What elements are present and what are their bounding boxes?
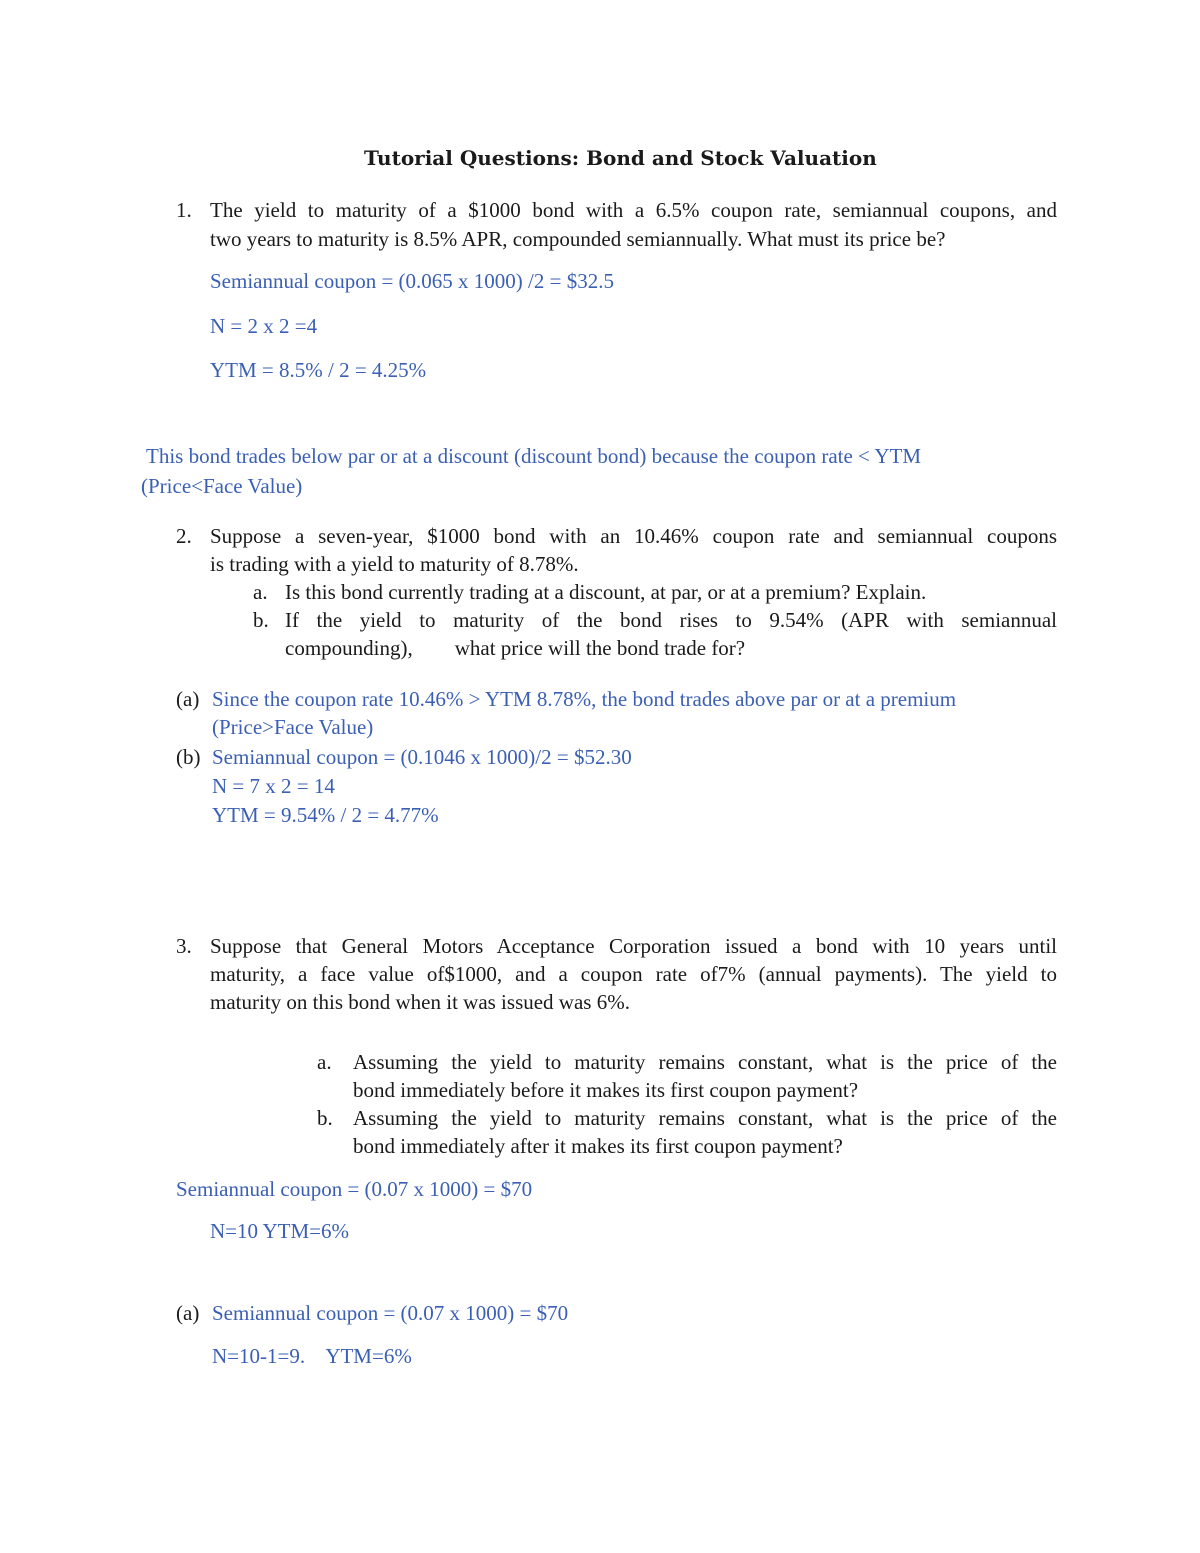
q2-answer-b-n: N = 7 x 2 = 14 (212, 774, 335, 798)
q1-number: 1. (176, 198, 192, 222)
q1-note-line2: (Price<Face Value) (141, 474, 303, 498)
q3-number: 3. (176, 934, 192, 958)
q3-text-line2: maturity, a face value of$1000, and a coupon rate of7% (annual payments). The yield to (210, 962, 1057, 986)
q3-part-a-line2: bond immediately before it makes its first coupon payment? (353, 1078, 859, 1102)
q3-part-b-label: b. (317, 1106, 333, 1130)
q2-part-b-line2: compounding), what price will the bond trade for? (285, 636, 746, 660)
q2-part-a-text: Is this bond currently trading at a discount, at par, or at a premium? Explain. (285, 580, 927, 604)
q1-answer-n: N = 2 x 2 =4 (210, 314, 318, 338)
q2-text-line1: Suppose a seven-year, $1000 bond with an 10.46% coupon rate and semiannual coupons (210, 524, 1057, 548)
q1-answer-ytm: YTM = 8.5% / 2 = 4.25% (210, 358, 427, 382)
q3-part-a-line1: Assuming the yield to maturity remains constant, what is the price of the (353, 1050, 1057, 1074)
q3-part-a-label: a. (317, 1050, 332, 1074)
q3-answer-a-label: (a) (176, 1301, 200, 1325)
q2-part-b-label: b. (253, 608, 269, 632)
q3-part-b-line2: bond immediately after it makes its first coupon payment? (353, 1134, 843, 1158)
q1-answer-coupon: Semiannual coupon = (0.065 x 1000) /2 = $32.5 (210, 269, 614, 293)
q1-text-line1: The yield to maturity of a $1000 bond with a 6.5% coupon rate, semiannual coupons, and (210, 198, 1057, 222)
q3-answer-coupon: Semiannual coupon = (0.07 x 1000) = $70 (176, 1177, 533, 1201)
q1-note-line1: This bond trades below par or at a discount (discount bond) because the coupon rate < YTM (146, 444, 922, 468)
q2-answer-a-line1: Since the coupon rate 10.46% > YTM 8.78%, the bond trades above par or at a premium (212, 687, 957, 711)
page-title: Tutorial Questions: Bond and Stock Valuation (364, 146, 877, 170)
q2-answer-a-label: (a) (176, 687, 200, 711)
q2-part-a-label: a. (253, 580, 268, 604)
q3-text-line1: Suppose that General Motors Acceptance Corporation issued a bond with 10 years until (210, 934, 1057, 958)
q3-part-b-line1: Assuming the yield to maturity remains constant, what is the price of the (353, 1106, 1057, 1130)
q2-answer-a-line2: (Price>Face Value) (212, 715, 374, 739)
q2-number: 2. (176, 524, 192, 548)
q3-text-line3: maturity on this bond when it was issued was 6%. (210, 990, 630, 1014)
q2-answer-b-coupon: Semiannual coupon = (0.1046 x 1000)/2 = $52.30 (212, 745, 632, 769)
q3-answer-n-ytm: N=10 YTM=6% (210, 1219, 349, 1243)
q3-answer-a-coupon: Semiannual coupon = (0.07 x 1000) = $70 (212, 1301, 569, 1325)
q1-text-line2: two years to maturity is 8.5% APR, compounded semiannually. What must its price be? (210, 227, 946, 251)
q3-answer-a-n-ytm: N=10-1=9. YTM=6% (212, 1344, 412, 1368)
q2-text-line2: is trading with a yield to maturity of 8.78%. (210, 552, 579, 576)
q2-answer-b-label: (b) (176, 745, 201, 769)
q2-part-b-line1: If the yield to maturity of the bond rises to 9.54% (APR with semiannual (285, 608, 1057, 632)
q2-answer-b-ytm: YTM = 9.54% / 2 = 4.77% (212, 803, 439, 827)
